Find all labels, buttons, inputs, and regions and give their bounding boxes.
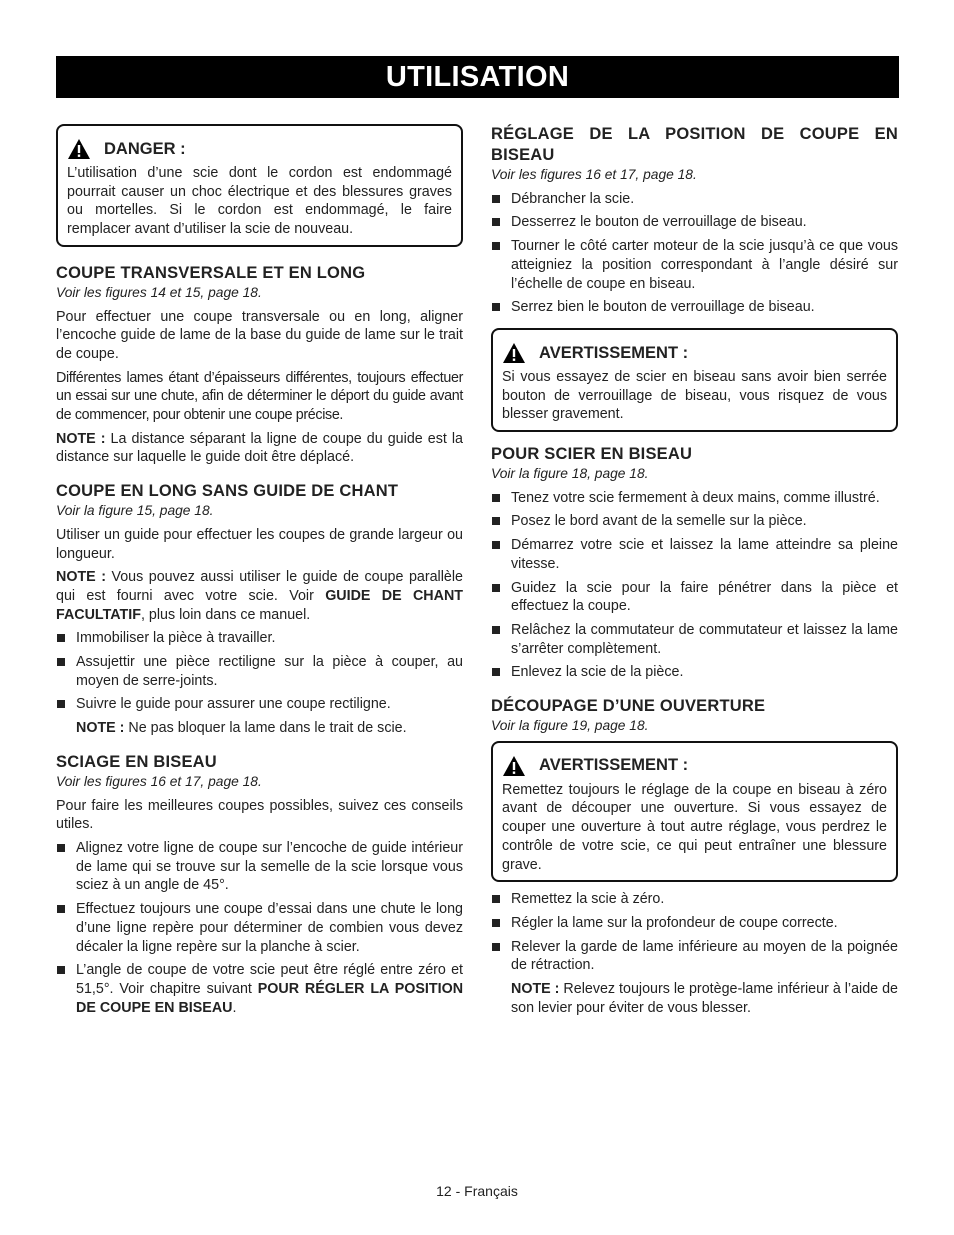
left-column: [56, 124, 463, 1022]
figure-reference: Voir les figures 14 et 15, page 18.: [56, 284, 262, 300]
list-item: Relâchez la commutateur de commutateur et laissez la lame s’arrêter complètement.: [491, 621, 898, 658]
list-item: Effectuez toujours une coupe d’essai dans une chute le long d’une ligne repère pour déterminer de combien vous devez décaler la ligne repère sur la planche à scier.: [56, 900, 463, 956]
danger-text: L’utilisation d’une scie dont le cordon est endommagé pourrait causer un choc électrique et des blessures graves ou mortelles. Si le cordon est endommagé, le faire remplacer avant d’utiliser la scie de nouveau.: [67, 165, 452, 238]
warning-text: Remettez toujours le réglage de la coupe en biseau à zéro avant de découper une ouverture. Si vous essayez de couper une ouverture à tout autre réglage, vous perdrez le contrôle de votre scie, ce qui peut entraîner une blessure grave.: [502, 781, 887, 873]
section-title-decoupage-ouverture: DÉCOUPAGE D’UNE OUVERTURE: [491, 697, 766, 716]
note: NOTE : Vous pouvez aussi utiliser le guide de coupe parallèle qui est fourni avec votre scie. Voir GUIDE DE CHANT FACULTATIF, plus loin dans ce manuel.: [56, 569, 464, 623]
figure-reference: Voir les figures 16 et 17, page 18.: [491, 167, 697, 182]
note: NOTE : Relevez toujours le protège-lame inférieur à l’aide de son levier pour éviter de vous blesser.: [511, 981, 898, 1016]
page-title: UTILISATION: [385, 60, 570, 93]
square-bullet-icon: [57, 905, 65, 913]
list-item: Serrez bien le bouton de verrouillage de biseau.: [491, 298, 898, 317]
list-item: Enlevez la scie de la pièce.: [491, 663, 898, 682]
figure-reference: Voir la figure 18, page 18.: [491, 466, 649, 482]
note: NOTE : La distance séparant la ligne de coupe du guide est la distance sur laquelle le guide doit être déplacé.: [56, 430, 463, 466]
square-bullet-icon: [492, 494, 500, 502]
list-item: Relever la garde de lame inférieure au moyen de la poignée de rétraction.: [491, 938, 898, 975]
figure-reference: Voir les figures 16 et 17, page 18.: [56, 773, 262, 789]
page-number: 12 - Français: [436, 1183, 518, 1199]
bullet-list: [56, 629, 463, 714]
square-bullet-icon: [492, 919, 500, 927]
list-item: Desserrez le bouton de verrouillage de biseau.: [491, 213, 898, 232]
square-bullet-icon: [492, 584, 500, 592]
square-bullet-icon: [492, 626, 500, 634]
square-bullet-icon: [492, 895, 500, 903]
list-item: Suivre le guide pour assurer une coupe rectiligne.: [56, 695, 463, 714]
bullet-list: [56, 839, 463, 1017]
list-item: Immobiliser la pièce à travailler.: [56, 629, 463, 648]
warning-text: Si vous essayez de scier en biseau sans avoir bien serrée bouton de verrouillage de biseau, vous risquez de vous blesser gravement.: [502, 368, 887, 423]
figure-reference: Voir la figure 15, page 18.: [56, 503, 214, 519]
square-bullet-icon: [57, 844, 65, 852]
list-item: Tourner le côté carter moteur de la scie jusqu’à ce que vous atteigniez la position correspondant à l’angle désiré sur l’échelle de coupe en biseau.: [491, 237, 898, 293]
list-item: L’angle de coupe de votre scie peut être réglé entre zéro et 51,5°. Voir chapitre suivant POUR RÉGLER LA POSITION DE COUPE EN BISEAU.: [56, 961, 463, 1017]
warning-box: [491, 741, 898, 883]
danger-title: DANGER :: [67, 138, 452, 160]
square-bullet-icon: [57, 966, 65, 974]
square-bullet-icon: [492, 943, 500, 951]
danger-box: [56, 124, 463, 247]
square-bullet-icon: [492, 195, 500, 203]
bullet-list: [491, 489, 898, 682]
square-bullet-icon: [492, 541, 500, 549]
list-item: Remettez la scie à zéro.: [491, 890, 898, 909]
square-bullet-icon: [57, 658, 65, 666]
square-bullet-icon: [492, 242, 500, 250]
square-bullet-icon: [57, 634, 65, 642]
bullet-list: [491, 190, 898, 317]
list-item: Posez le bord avant de la semelle sur la pièce.: [491, 512, 898, 531]
section-title-coupe-transversale: COUPE TRANSVERSALE ET EN LONG: [56, 263, 366, 282]
warning-box: [491, 328, 898, 432]
section-title-coupe-en-long: COUPE EN LONG SANS GUIDE DE CHANT: [56, 482, 399, 501]
list-item: Guidez la scie pour la faire pénétrer dans la pièce et effectuez la coupe.: [491, 579, 898, 616]
paragraph: Différentes lames étant d’épaisseurs différentes, toujours effectuer un essai sur une chute, afin de déterminer le déport du guide avant de commencer, pour obtenir une coupe précise.: [56, 369, 463, 424]
warning-triangle-icon: [502, 342, 526, 364]
paragraph: Pour effectuer une coupe transversale ou en long, aligner l’encoche guide de lame de la base du guide de lame sur le trait de coupe.: [56, 308, 463, 362]
square-bullet-icon: [492, 668, 500, 676]
bullet-list: [491, 890, 898, 975]
square-bullet-icon: [492, 218, 500, 226]
note: NOTE : Ne pas bloquer la lame dans le trait de scie.: [76, 720, 407, 737]
list-item: Démarrez votre scie et laissez la lame atteindre sa pleine vitesse.: [491, 536, 898, 573]
page-title-banner: [56, 56, 899, 98]
warning-title: AVERTISSEMENT :: [502, 755, 887, 777]
section-title-reglage-biseau: RÉGLAGE DE LA POSITION DE COUPE EN BISEAU: [491, 125, 898, 164]
section-title-pour-scier-en-biseau: POUR SCIER EN BISEAU: [491, 445, 693, 464]
warning-title: AVERTISSEMENT :: [502, 342, 887, 364]
warning-triangle-icon: [67, 138, 91, 160]
list-item: Tenez votre scie fermement à deux mains, comme illustré.: [491, 489, 898, 508]
warning-triangle-icon: [502, 755, 526, 777]
list-item: Alignez votre ligne de coupe sur l’encoche de guide intérieur de lame qui se trouve sur la semelle de la scie lorsque vous sciez à un angle de 45°.: [56, 839, 463, 895]
figure-reference: Voir la figure 19, page 18.: [491, 718, 649, 734]
square-bullet-icon: [57, 700, 65, 708]
section-title-sciage-en-biseau: SCIAGE EN BISEAU: [56, 752, 217, 771]
list-item: Régler la lame sur la profondeur de coupe correcte.: [491, 914, 898, 933]
paragraph: Utiliser un guide pour effectuer les coupes de grande largeur ou longueur.: [56, 526, 463, 562]
square-bullet-icon: [492, 517, 500, 525]
right-column: [491, 124, 898, 1023]
list-item: Assujettir une pièce rectiligne sur la pièce à couper, au moyen de serre-joints.: [56, 653, 463, 690]
square-bullet-icon: [492, 303, 500, 311]
paragraph: Pour faire les meilleures coupes possibles, suivez ces conseils utiles.: [56, 797, 463, 833]
list-item: Débrancher la scie.: [491, 190, 898, 209]
